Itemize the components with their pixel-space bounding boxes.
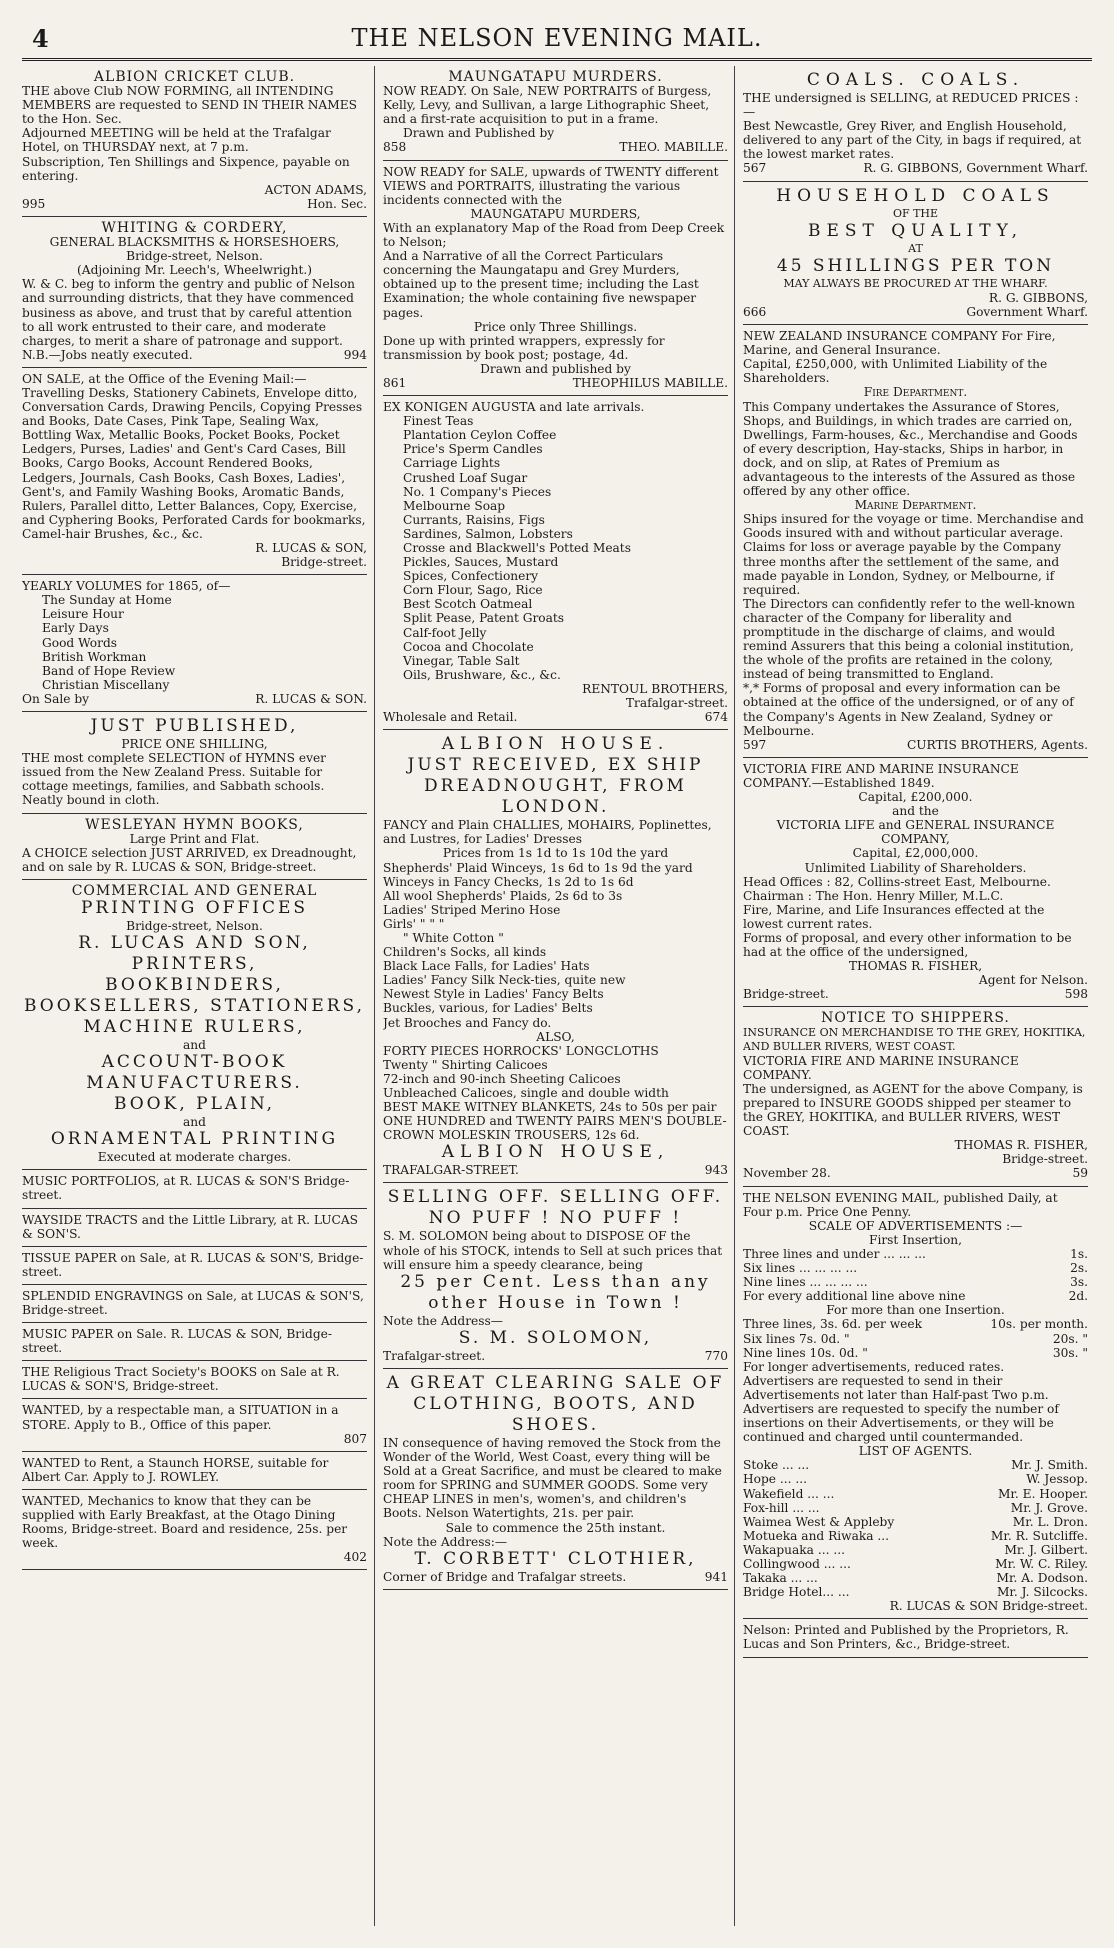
konigen-augusta-ad — [383, 396, 728, 730]
victoria-fire-ad — [743, 758, 1088, 1008]
text-row — [743, 738, 1088, 752]
row-left: Six lines ... ... ... ... — [743, 1261, 858, 1276]
ad-text: Finest Teas — [403, 414, 474, 429]
ad-heading: JUST PUBLISHED, — [90, 716, 299, 737]
tissue-paper-ad — [22, 1247, 367, 1285]
text-row — [743, 1261, 1088, 1275]
text-row — [743, 1317, 1088, 1331]
ad-text: Oils, Brushware, &c., &c. — [403, 667, 561, 682]
row-right: CURTIS BROTHERS, Agents. — [906, 737, 1088, 752]
ad-text: *,* Forms of proposal and every information can be obtained at the office of the undersigned, or of any of the Company's Agents in New Zealand, Sydney or Melbourne. — [743, 681, 1074, 738]
ad-heading: PRINTERS, — [131, 954, 258, 975]
ad-text: Christian Miscellany — [42, 677, 170, 692]
albion-house-ad — [383, 730, 728, 1183]
ad-text: Done up with printed wrappers, expressly for transmission by book post; postage, 4d. — [383, 333, 665, 362]
row-right: 770 — [704, 1348, 728, 1363]
ad-text: WANTED, Mechanics to know that they can be supplied with Early Breakfast, at the Otago Dining Rooms, Bridge-street. Board and residence, 25s. per week. — [22, 1493, 348, 1551]
row-left: Takaka ... ... — [743, 1571, 818, 1586]
ad-heading: COMMERCIAL AND GENERAL — [71, 882, 318, 899]
ad-text: Cocoa and Chocolate — [403, 639, 534, 654]
ad-text: Unbleached Calicoes, single and double width — [383, 1086, 669, 1100]
music-portfolios-ad — [22, 1170, 367, 1208]
ad-text: and — [183, 1038, 206, 1053]
ad-text: SPLENDID ENGRAVINGS on Sale, at LUCAS & SON'S, Bridge-street. — [22, 1288, 364, 1317]
ad-text: THE above Club NOW FORMING, all INTENDING MEMBERS are requested to SEND IN THEIR NAMES to the Hon. Sec. — [22, 84, 357, 127]
ad-text: WANTED, by a respectable man, a SITUATION in a STORE. Apply to B., Office of this paper. — [22, 1403, 339, 1432]
ad-text: Band of Hope Review — [42, 663, 176, 678]
ad-text: and the — [892, 804, 939, 819]
ad-text: NOW READY. On Sale, NEW PORTRAITS of Burgess, Kelly, Levy, and Sullivan, a large Lithographic Sheet, and a first-rate acquisition to put in a frame. — [383, 84, 712, 127]
ad-text: The Sunday at Home — [42, 593, 172, 608]
text-row — [383, 376, 728, 390]
column-2 — [383, 66, 728, 1926]
ad-text: Ladies' Striped Merino Hose — [383, 902, 561, 917]
row-left: Trafalgar-street. — [383, 1348, 486, 1363]
ad-heading: NOTICE TO SHIPPERS. — [821, 1010, 1010, 1027]
masthead — [22, 18, 1092, 61]
ad-text: Sale to commence the 25th instant. — [445, 1520, 666, 1535]
ad-heading: T. CORBETT' CLOTHIER, — [414, 1548, 697, 1569]
ad-heading: A GREAT CLEARING SALE OF CLOTHING, BOOTS, AND SHOES. — [386, 1372, 725, 1435]
ad-text: Adjourned MEETING will be held at the Trafalgar Hotel, on THURSDAY next, at 7 p.m. — [22, 126, 331, 155]
ad-text: Prices from 1s 1d to 1s 10d the yard — [442, 846, 669, 861]
ad-heading: S. M. SOLOMON, — [458, 1327, 653, 1348]
ad-text: Drawn and Published by — [403, 126, 555, 141]
row-right: Mr. J. Smith. — [1011, 1458, 1088, 1473]
ad-text: OF THE — [892, 206, 939, 220]
ad-text: THE Religious Tract Society's BOOKS on Sale at R. LUCAS & SON'S, Bridge-street. — [22, 1365, 340, 1394]
household-coals-ad — [743, 182, 1088, 325]
row-left: Three lines, 3s. 6d. per week — [743, 1317, 922, 1332]
page-number: 4 — [32, 24, 49, 53]
row-left: Bridge Hotel... ... — [743, 1585, 850, 1600]
ad-heading: HOUSEHOLD COALS — [776, 185, 1055, 206]
row-right: THEOPHILUS MABILLE. — [572, 375, 728, 390]
text-row — [383, 710, 728, 724]
ad-text: 72-inch and 90-inch Sheeting Calicoes — [383, 1071, 621, 1086]
wanted-horse-ad — [22, 1452, 367, 1490]
ad-text: Currants, Raisins, Figs — [403, 512, 545, 527]
ad-text: Unlimited Liability of Shareholders. — [804, 860, 1027, 875]
imprint — [743, 1619, 1088, 1657]
ad-text: GENERAL BLACKSMITHS & HORSESHOERS, — [49, 235, 340, 250]
row-right: 994 — [343, 347, 367, 362]
ad-text: Good Words — [42, 635, 118, 650]
ad-text: Newest Style in Ladies' Fancy Belts — [383, 987, 604, 1002]
ad-text: A CHOICE selection JUST ARRIVED, ex Dreadnought, and on sale by R. LUCAS & SON, Bridge-street. — [22, 845, 357, 874]
column-1 — [22, 66, 367, 1926]
column-rule-1 — [374, 66, 375, 1926]
views-portraits-ad — [383, 161, 728, 397]
column-3 — [743, 66, 1088, 1926]
ad-heading: ORNAMENTAL PRINTING — [50, 1129, 339, 1150]
ad-text: FANCY and Plain CHALLIES, MOHAIRS, Poplinettes, and Lustres, for Ladies' Dresses — [383, 818, 712, 847]
row-left: 995 — [22, 196, 46, 211]
text-row — [743, 1458, 1088, 1472]
ad-heading: NO PUFF ! NO PUFF ! — [428, 1208, 683, 1229]
ad-heading: JUST RECEIVED, EX SHIP DREADNOUGHT, FROM LONDON. — [407, 755, 704, 818]
row-left: For every additional line above nine — [743, 1289, 966, 1304]
ad-text: PRICE ONE SHILLING, — [121, 737, 268, 752]
row-right: Mr. R. Sutcliffe. — [990, 1528, 1088, 1543]
text-row — [22, 348, 367, 362]
ad-text: The Directors can confidently refer to the well-known character of the Company for liberality and promptitude in the discharge of claims, and would remind Assurers that this being a colonial institution, the whole of the profits are retained in the colony, instead of being transmitted to England. — [743, 596, 1075, 682]
ad-heading: 25 per Cent. Less than any other House in Town ! — [400, 1271, 711, 1313]
ad-text: Jet Brooches and Fancy do. — [383, 1015, 552, 1030]
ad-text: Melbourne Soap — [403, 498, 506, 513]
ad-text: MUSIC PORTFOLIOS, at R. LUCAS & SON'S Bridge-street. — [22, 1174, 350, 1203]
ad-heading: ACCOUNT-BOOK MANUFACTURERS. — [86, 1052, 303, 1094]
ad-text: Bridge-street, Nelson. — [126, 249, 263, 264]
ad-text: No. 1 Company's Pieces — [403, 484, 552, 499]
text-row — [743, 1543, 1088, 1557]
ad-text: Trafalgar-street. — [625, 696, 728, 711]
ad-text: AT — [908, 241, 923, 255]
on-sale-office-ad — [22, 368, 367, 575]
ad-text: ONE HUNDRED and TWENTY PAIRS MEN'S DOUBLE-CROWN MOLESKIN TROUSERS, 12s 6d. — [383, 1114, 727, 1143]
ad-text: Shepherds' Plaid Winceys, 1s 6d to 1s 9d the yard — [383, 860, 693, 875]
row-right: 943 — [704, 1163, 728, 1178]
row-right: 598 — [1064, 987, 1088, 1002]
ad-text: LIST OF AGENTS. — [858, 1444, 973, 1459]
row-left: N.B.—Jobs neatly executed. — [22, 347, 193, 362]
row-right: Mr. J. Grove. — [1010, 1500, 1088, 1515]
ad-heading: WESLEYAN HYMN BOOKS, — [85, 816, 304, 833]
row-right: 10s. per month. — [990, 1317, 1088, 1332]
ad-text: WAYSIDE TRACTS and the Little Library, at R. LUCAS & SON'S. — [22, 1212, 359, 1241]
selling-off-ad — [383, 1183, 728, 1368]
text-row — [743, 1166, 1088, 1180]
ad-heading: 45 SHILLINGS PER TON — [776, 255, 1055, 276]
ad-heading: COALS. COALS. — [806, 70, 1025, 90]
text-row — [743, 1515, 1088, 1529]
row-left: Bridge-street. — [743, 987, 829, 1002]
ad-text: Advertisers are requested to send in their Advertisements not later than Half-past Two p.m. — [743, 1373, 1049, 1402]
ad-text: Chairman : The Hon. Henry Miller, M.L.C. — [743, 888, 1004, 903]
row-right: Hon. Sec. — [307, 196, 367, 211]
ad-text: For longer advertisements, reduced rates. — [743, 1359, 1005, 1374]
ad-text: Capital, £200,000. — [858, 790, 973, 805]
row-left: Hope ... ... — [743, 1472, 807, 1487]
ad-text: INSURANCE ON MERCHANDISE TO THE GREY, HOKITIKA, AND BULLER RIVERS, WEST COAST. — [743, 1025, 1086, 1053]
ad-heading: BEST QUALITY, — [807, 220, 1024, 241]
ad-text: " White Cotton " — [403, 930, 504, 945]
music-paper-ad — [22, 1323, 367, 1361]
ad-text: W. & C. beg to inform the gentry and public of Nelson and surrounding districts, that they have commenced business as above, and trust that by careful attention to all work entrusted to their care, and moderate charges, to merit a share of patronage and support. — [22, 277, 356, 348]
ad-text: Ladies' Fancy Silk Neck-ties, quite new — [383, 973, 626, 988]
ad-text: All wool Shepherds' Plaids, 2s 6d to 3s — [383, 888, 623, 903]
ad-text: Head Offices : 82, Collins-street East, Melbourne. — [743, 874, 1051, 889]
text-row — [743, 1472, 1088, 1486]
ad-text: Capital, £2,000,000. — [852, 846, 979, 861]
row-left: November 28. — [743, 1166, 831, 1181]
coals-ad — [743, 66, 1088, 182]
row-left: On Sale by — [22, 691, 90, 706]
column-rule-2 — [734, 66, 735, 1926]
ad-text: R. G. GIBBONS, — [988, 290, 1088, 305]
row-left: Corner of Bridge and Trafalgar streets. — [383, 1569, 627, 1584]
ad-text: Advertisers are requested to specify the number of insertions on their Advertisements, or they will be continued and charged until countermanded. — [743, 1401, 1059, 1445]
ad-text: Fire, Marine, and Life Insurances effected at the lowest current rates. — [743, 902, 1045, 931]
ad-text: Split Pease, Patent Groats — [403, 611, 565, 626]
ad-text: THE undersigned is SELLING, at REDUCED PRICES :— — [743, 91, 1079, 120]
text-row — [743, 1557, 1088, 1571]
text-row — [743, 1501, 1088, 1515]
ad-heading: MAUNGATAPU MURDERS. — [448, 69, 663, 85]
row-left: TRAFALGAR-STREET. — [383, 1163, 519, 1178]
great-clearing-sale-ad — [383, 1369, 728, 1590]
ad-heading: ALBION HOUSE. — [441, 734, 670, 755]
ad-text: THE most complete SELECTION of HYMNS ever issued from the New Zealand Press. Suitable for cottage meetings, families, and Sabbath schools. Neatly bound in cloth. — [22, 751, 326, 808]
ad-text: (Adjoining Mr. Leech's, Wheelwright.) — [77, 263, 312, 278]
ad-text: With an explanatory Map of the Road from Deep Creek to Nelson; — [383, 220, 725, 250]
ad-heading: BOOKSELLERS, STATIONERS, — [24, 996, 365, 1017]
text-row — [22, 692, 367, 706]
ad-text: Black Lace Falls, for Ladies' Hats — [383, 959, 590, 974]
ad-text: RENTOUL BROTHERS, — [582, 681, 728, 696]
ad-text: Corn Flour, Sago, Rice — [403, 583, 543, 598]
ad-text: MAY ALWAYS BE PROCURED AT THE WHARF. — [783, 276, 1048, 290]
row-left: Wakapuaka ... ... — [743, 1542, 845, 1557]
ad-text: Nelson: Printed and Published by the Proprietors, R. Lucas and Son Printers, &c., Bridge-street. — [743, 1623, 1069, 1652]
row-right: 674 — [704, 710, 728, 725]
row-right: Mr. L. Dron. — [1012, 1514, 1088, 1529]
ad-text: VICTORIA FIRE AND MARINE INSURANCE COMPANY. — [743, 1053, 1019, 1082]
ad-text: Forms of proposal, and every other information to be had at the office of the undersigned, — [743, 930, 1072, 960]
ad-heading: BOOKBINDERS, — [105, 975, 284, 996]
just-published-ad — [22, 712, 367, 813]
albion-cricket-club-ad — [22, 66, 367, 217]
row-right: THEO. MABILLE. — [619, 140, 728, 155]
text-row — [383, 1570, 728, 1584]
ad-text: ALSO, — [536, 1029, 575, 1044]
text-row — [743, 1247, 1088, 1261]
ad-text: TISSUE PAPER on Sale, at R. LUCAS & SON'S, Bridge-street. — [22, 1250, 364, 1279]
ad-heading: ALBION HOUSE, — [441, 1142, 670, 1163]
ad-text: Note the Address— — [383, 1313, 503, 1328]
ad-text: Best Scotch Oatmeal — [403, 597, 533, 612]
text-row — [743, 1571, 1088, 1585]
ad-text: SCALE OF ADVERTISEMENTS :— — [808, 1218, 1023, 1233]
ad-text: Carriage Lights — [403, 456, 501, 471]
row-right: 2s. — [1070, 1261, 1088, 1276]
text-row — [743, 1487, 1088, 1501]
ad-text: NEW ZEALAND INSURANCE COMPANY For Fire, Marine, and General Insurance. — [743, 329, 1056, 358]
row-left: Motueka and Riwaka ... — [743, 1528, 890, 1543]
ad-text: Price's Sperm Candles — [403, 442, 543, 457]
ad-text: And a Narrative of all the Correct Particulars concerning the Maungatapu and Grey Murders, obtained up to the present time; including the Last Examination; the whole containing five newspaper pages. — [383, 249, 699, 320]
text-row — [743, 161, 1088, 175]
ad-heading: ALBION CRICKET CLUB. — [93, 69, 296, 85]
ad-text: EX KONIGEN AUGUSTA and late arrivals. — [383, 400, 645, 415]
text-row — [383, 1349, 728, 1363]
ad-heading: R. LUCAS AND SON, — [78, 933, 311, 954]
whiting-cordery-ad — [22, 217, 367, 368]
ad-text: Agent for Nelson. — [978, 973, 1088, 988]
text-row — [743, 1289, 1088, 1303]
ad-text: Bridge-street, Nelson. — [126, 918, 263, 933]
nelson-evening-mail-notice — [743, 1187, 1088, 1620]
ad-text: Bridge-street. — [281, 555, 367, 570]
ad-text: Spices, Confectionery — [403, 569, 539, 584]
row-left: Waimea West & Appleby — [743, 1514, 895, 1529]
ad-text: S. M. SOLOMON being about to DISPOSE OF the whole of his STOCK, intends to Sell at such prices that will ensure him a speedy clearance, being — [383, 1229, 723, 1272]
ad-text: Executed at moderate charges. — [97, 1150, 292, 1165]
row-right: Mr. E. Hooper. — [997, 1486, 1088, 1501]
ad-text: Twenty " Shirting Calicoes — [383, 1057, 548, 1072]
newspaper-title: THE NELSON EVENING MAIL. — [351, 24, 763, 52]
row-right: 941 — [704, 1569, 728, 1584]
ad-text: Capital, £250,000, with Unlimited Liability of the Shareholders. — [743, 357, 1048, 386]
row-right: 3s. — [1070, 1275, 1088, 1290]
ad-text: THOMAS R. FISHER, — [848, 959, 983, 974]
text-row — [743, 1529, 1088, 1543]
ad-text: British Workman — [42, 649, 147, 664]
ad-heading: MACHINE RULERS, — [83, 1017, 306, 1038]
row-left: 858 — [383, 140, 407, 155]
row-left: Six lines 7s. 0d. " — [743, 1331, 850, 1346]
row-right: Mr. A. Dodson. — [996, 1571, 1088, 1586]
ad-text: MAUNGATAPU MURDERS, — [470, 206, 641, 221]
ad-text: First Insertion, — [868, 1232, 963, 1247]
row-right: Mr. J. Gilbert. — [1004, 1542, 1088, 1557]
row-right: 2d. — [1068, 1289, 1088, 1304]
row-right: Mr. W. C. Riley. — [995, 1557, 1088, 1571]
row-left: Wholesale and Retail. — [383, 710, 518, 725]
printing-offices-ad — [22, 880, 367, 1170]
text-row — [383, 140, 728, 154]
ad-text: The undersigned, as AGENT for the above Company, is prepared to INSURE GOODS shipped per steamer to the GREY, HOKITIKA, and BULLER RIVERS, WEST COAST. — [743, 1081, 1083, 1139]
ad-text: Vinegar, Table Salt — [403, 653, 520, 668]
row-right: R. G. GIBBONS, Government Wharf. — [863, 161, 1088, 176]
nz-insurance-ad — [743, 325, 1088, 758]
ad-text: Children's Socks, all kinds — [383, 945, 547, 960]
row-left: Wakefield ... ... — [743, 1486, 835, 1501]
text-row — [383, 1163, 728, 1177]
wanted-situation-ad — [22, 1399, 367, 1451]
row-right: Mr. J. Silcocks. — [996, 1585, 1088, 1600]
splendid-engravings-ad — [22, 1285, 367, 1323]
row-right: 20s. " — [1052, 1331, 1088, 1346]
ad-text: Crosse and Blackwell's Potted Meats — [403, 541, 631, 555]
ad-heading: PRINTING OFFICES — [80, 897, 309, 918]
ad-heading: BOOK, PLAIN, — [113, 1094, 276, 1115]
ad-heading: WHITING & CORDERY, — [101, 219, 288, 236]
row-left: 861 — [383, 375, 407, 390]
row-right: 59 — [1072, 1166, 1088, 1181]
ad-text: Early Days — [42, 621, 109, 636]
row-right: 30s. " — [1052, 1345, 1088, 1360]
ad-text: Calf-foot Jelly — [403, 625, 487, 640]
text-row — [743, 987, 1088, 1001]
ad-text: Crushed Loaf Sugar — [403, 470, 528, 485]
row-right: 1s. — [1070, 1246, 1088, 1261]
row-left: Stoke ... ... — [743, 1458, 810, 1473]
text-row — [743, 305, 1088, 319]
row-right: R. LUCAS & SON. — [255, 691, 367, 706]
ad-text: Drawn and published by — [480, 361, 631, 376]
ad-text: Winceys in Fancy Checks, 1s 2d to 1s 6d — [383, 874, 634, 889]
ad-text: Best Newcastle, Grey River, and English Household, delivered to any part of the City, in bags if required, at the lowest market rates. — [743, 119, 1082, 162]
ad-text: 807 — [343, 1431, 367, 1446]
row-left: Nine lines ... ... ... ... — [743, 1275, 868, 1290]
ad-text: Marine Department. — [854, 498, 977, 513]
ad-text: THE NELSON EVENING MAIL, published Daily, at Four p.m. Price One Penny. — [743, 1190, 1058, 1219]
row-left: Nine lines 10s. 0d. " — [743, 1345, 868, 1360]
ad-text: Leisure Hour — [42, 607, 124, 622]
row-left: Collingwood ... ... — [743, 1557, 851, 1571]
ad-text: IN consequence of having removed the Stock from the Wonder of the World, West Coast, every thing will be Sold at a Great Sacrifice, and must be cleared to make room for SPRING and SUMMER GOODS. Some very CHEAP LINES in men's, women's, and children's Boots. Nelson Watertights, 21s. per pair. — [383, 1435, 722, 1521]
ad-text: BEST MAKE WITNEY BLANKETS, 24s to 50s per pair — [383, 1100, 717, 1115]
ad-text: For more than one Insertion. — [826, 1303, 1005, 1318]
tract-society-ad — [22, 1361, 367, 1399]
ad-text: Buckles, various, for Ladies' Belts — [383, 1001, 593, 1016]
ad-text: and — [183, 1115, 206, 1130]
text-row — [743, 1585, 1088, 1599]
ad-text: ON SALE, at the Office of the Evening Mail:—Travelling Desks, Stationery Cabinets, Envelope ditto, Conversation Cards, Drawing Pencils, Copying Presses and Books, Date Cases, Pink Tape, Sealing Wax, Bottling Wax, Metallic Books, Pocket Books, Pocket Ledgers, Purses, Ladies' and Gent's Card Cases, Bill Books, Cargo Books, Account Rendered Books, Ledgers, Journals, Cash Books, Cash Boxes, Ladies', Gent's, and Family Washing Books, Aromatic Bands, Rulers, Parallel ditto, Letter Balances, Copy, Exercise, and Cyphering Books, Perforated Cards for bookmarks, Camel-hair Brushes, &c., &c. — [22, 371, 366, 541]
ad-text: NOW READY for SALE, upwards of TWENTY different VIEWS and PORTRAITS, illustrating the various incidents connected with the — [383, 164, 719, 207]
ad-text: Price only Three Shillings. — [473, 319, 638, 334]
ad-text: R. LUCAS & SON Bridge-street. — [889, 1599, 1088, 1614]
ad-text: Large Print and Flat. — [129, 831, 260, 846]
ad-text: Plantation Ceylon Coffee — [403, 428, 557, 443]
text-row — [743, 1332, 1088, 1346]
ad-text: R. LUCAS & SON, — [255, 541, 367, 555]
wayside-tracts-ad — [22, 1209, 367, 1247]
text-row — [22, 197, 367, 211]
wesleyan-hymn-ad — [22, 814, 367, 880]
ad-text: YEARLY VOLUMES for 1865, of— — [22, 579, 231, 594]
ad-text: WANTED to Rent, a Staunch HORSE, suitable for Albert Car. Apply to J. ROWLEY. — [22, 1455, 329, 1484]
ad-text: Note the Address:— — [383, 1534, 508, 1549]
row-right: Government Wharf. — [966, 304, 1088, 319]
yearly-volumes-ad — [22, 575, 367, 712]
ad-text: Subscription, Ten Shillings and Sixpence, payable on entering. — [22, 154, 350, 183]
text-row — [743, 1346, 1088, 1360]
ad-text: FORTY PIECES HORROCKS' LONGCLOTHS — [383, 1043, 659, 1058]
row-left: 666 — [743, 304, 767, 319]
ad-text: THOMAS R. FISHER, — [954, 1138, 1088, 1153]
ad-text: Bridge-street. — [1002, 1152, 1088, 1167]
ad-text: Girls' " " " — [383, 916, 445, 931]
text-row — [743, 1275, 1088, 1289]
ad-text: Fire Department. — [863, 385, 968, 400]
ad-text: Ships insured for the voyage or time. Merchandise and Goods insured with and without particular average. Claims for loss or average payable by the Company three months after the settlement of the same, and made payable in London, Sydney, or Melbourne, if required. — [743, 512, 1084, 597]
row-left: Fox-hill ... ... — [743, 1500, 820, 1515]
maungatapu-murders-ad — [383, 66, 728, 161]
ad-text: VICTORIA FIRE AND MARINE INSURANCE COMPANY.—Established 1849. — [743, 761, 1019, 790]
ad-text: ACTON ADAMS, — [264, 182, 367, 197]
ad-text: This Company undertakes the Assurance of Stores, Shops, and Buildings, in which trades are carried on, Dwellings, Farm-houses, &c., Merchandise and Goods of every description, Hay-stacks, Ships in harbor, in dock, and on slip, at Rates of Premium as advantageous to the interests of the Assured as those offered by any other office. — [743, 399, 1078, 499]
row-left: 597 — [743, 737, 767, 752]
row-right: W. Jessop. — [1026, 1472, 1088, 1487]
ad-text: MUSIC PAPER on Sale. R. LUCAS & SON, Bridge-street. — [22, 1327, 332, 1356]
notice-to-shippers-ad — [743, 1007, 1088, 1186]
row-left: 567 — [743, 161, 767, 176]
row-left: Three lines and under ... ... ... — [743, 1246, 926, 1261]
ad-text: VICTORIA LIFE and GENERAL INSURANCE COMPANY, — [776, 818, 1055, 847]
ad-heading: SELLING OFF. SELLING OFF. — [387, 1187, 724, 1208]
ad-text: 402 — [343, 1550, 367, 1565]
ad-text: Pickles, Sauces, Mustard — [403, 555, 559, 570]
wanted-mechanics-ad — [22, 1490, 367, 1570]
ad-text: Sardines, Salmon, Lobsters — [403, 526, 573, 541]
